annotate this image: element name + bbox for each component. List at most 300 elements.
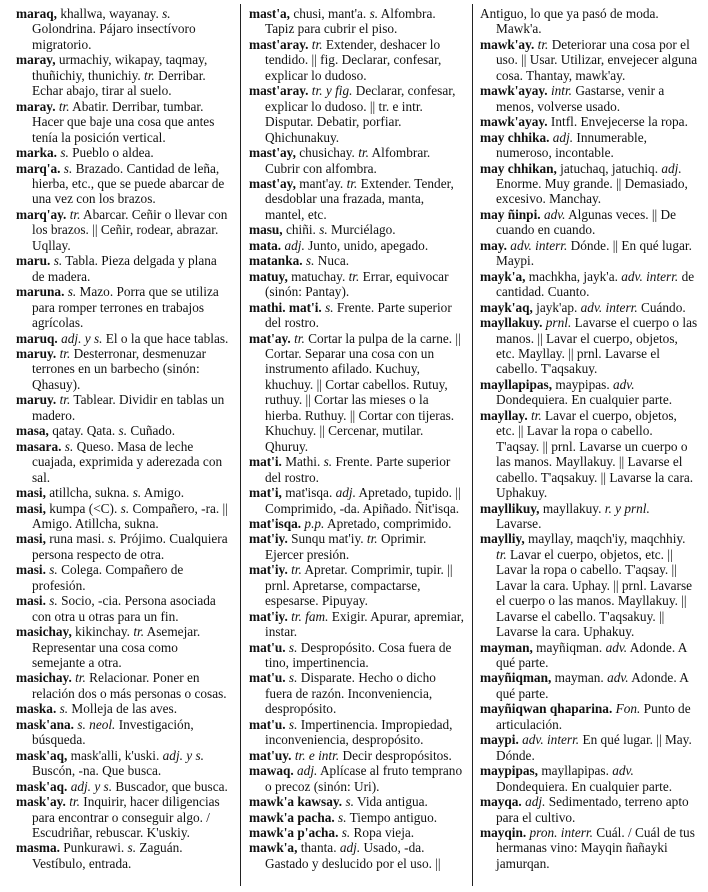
headword: maypi. — [480, 732, 519, 748]
grammar-label: s. — [127, 840, 137, 856]
headword: maruy. — [16, 392, 57, 408]
grammar-label: tr. — [348, 268, 360, 284]
definition: Despropósito. Cosa fuera de tino, impertinencia. — [265, 639, 452, 671]
dictionary-entry — [480, 315, 698, 377]
grammar-label: tr. — [346, 175, 358, 191]
dictionary-entry — [249, 748, 465, 763]
entry-variants: jayk'ap. — [532, 299, 581, 315]
dictionary-entry — [16, 99, 232, 145]
definition: Asemejar. Representar una cosa como semejante a otra. — [32, 624, 201, 671]
entry-variants: mayñiqman. — [532, 639, 606, 655]
dictionary-entry — [16, 423, 232, 438]
grammar-label: adv. interr. — [510, 237, 568, 253]
entry-variants: chiñi. — [282, 222, 320, 238]
dictionary-entry — [249, 300, 465, 331]
definition: Cuñado. — [127, 423, 176, 439]
definition: Cortar la pulpa de la carne. || Cortar. Separar una cosa con un instrumento afilado. Kuchuy, khuchuy. || Cortar cabellos. Rutuy, ruthuy. || Cortar las mieses o la hierba. Ruthuy. || Cortar con tijeras. Khuchuy. || Cercenar, mutilar. Qhuruy. — [265, 330, 461, 454]
definition: Sedimentado, terreno apto para el cultivo. — [496, 794, 689, 825]
dictionary-entry — [249, 840, 465, 871]
dictionary-entry — [480, 300, 698, 315]
headword: marq'ay. — [16, 206, 67, 222]
grammar-label: intr. — [550, 83, 572, 99]
definition: Investigación, búsqueda. — [32, 716, 194, 748]
dictionary-entry — [480, 114, 698, 129]
grammar-label: p.p. — [304, 515, 325, 531]
dictionary-entry — [480, 701, 698, 732]
headword: maru. — [16, 253, 51, 269]
headword: maraq, — [16, 6, 57, 21]
dictionary-entry — [249, 794, 465, 809]
entry-variants: Sunqu mat'iy. — [287, 531, 367, 547]
dictionary-entry — [249, 810, 465, 825]
headword: mayllay. — [480, 407, 528, 423]
entry-variants: qatay. Qata. — [48, 423, 119, 439]
headword: mat'iy. — [249, 562, 288, 578]
headword: may chhikan, — [480, 160, 557, 176]
headword: maylliy, — [480, 531, 525, 547]
definition: Extender, deshacer lo tendido. || fig. Declarar, confesar, explicar lo dudoso. — [265, 36, 442, 83]
grammar-label: s. — [53, 253, 63, 269]
definition: Frente. Parte superior del rostro. — [265, 454, 451, 485]
grammar-label: s. — [64, 438, 74, 454]
definition: Declarar, confesar, explicar lo dudoso. || tr. e intr. Disputar. Debatir, porfiar. Qhichunakuy. — [265, 83, 456, 145]
definition: Queso. Masa de leche cuajada, exprimida y aderezada con sal. — [32, 438, 223, 485]
headword: mast'ay, — [249, 175, 296, 191]
dictionary-entry — [16, 439, 232, 485]
grammar-label: s. — [325, 299, 334, 315]
dictionary-entry — [480, 825, 698, 871]
headword: may. — [480, 237, 507, 253]
definition: Dondequiera. En cualquier parte. — [496, 392, 673, 408]
headword: maruq. — [16, 330, 58, 346]
dictionary-entry — [16, 346, 232, 392]
grammar-label: Fon. — [615, 701, 641, 717]
grammar-label: r. y prnl. — [604, 500, 650, 516]
column-1 — [16, 6, 232, 871]
entry-variants: machkha, jayk'a. — [525, 268, 622, 284]
dictionary-entry — [249, 238, 465, 253]
headword: mathi. mat'i. — [249, 299, 322, 315]
headword: mat'iy. — [249, 531, 288, 547]
dictionary-entry — [480, 377, 698, 408]
definition: Usado, -da. Gastado y deslucido por el uso. || — [265, 840, 441, 871]
column-divider — [472, 4, 473, 886]
definition: Cuál. / Cuál de tus hermanas vino: Mayqin ñañayki jamurqan. — [496, 825, 695, 871]
definition: Lavar el cuerpo, objetos, etc. || Lavar la ropa o cabello. T'aqsay. || Lavar la cara. Uphay. || prnl. Lavarse el cuerpo o las manos. Mayllakuy. || Lavarse el cabello. T'aqsakuy. || Lavarse la cara. Uphakuy. — [496, 546, 693, 640]
definition: Innumerable, numeroso, incontable. — [496, 129, 647, 161]
headword: mata. — [249, 237, 282, 253]
grammar-label: adj. — [297, 763, 318, 779]
grammar-label: tr. — [75, 670, 86, 686]
definition: Antiguo, lo que ya pasó de moda. Mawk'a. — [480, 6, 659, 37]
headword: maypipas, — [480, 763, 539, 779]
definition: Tablear. Dividir en tablas un madero. — [32, 392, 225, 423]
headword: mayman, — [480, 639, 533, 655]
dictionary-entry — [480, 6, 698, 37]
dictionary-entry — [480, 763, 698, 794]
grammar-label: adj. — [335, 485, 356, 501]
headword: mayñiqwan qhaparina. — [480, 701, 613, 717]
entry-variants: maypipas. — [552, 376, 613, 392]
headword: masi, — [16, 500, 46, 516]
dictionary-entry — [249, 176, 465, 222]
definition: Derribar. Echar abajo, tirar al suelo. — [32, 67, 206, 99]
grammar-label: pron. interr. — [529, 825, 593, 841]
dictionary-entry — [16, 6, 232, 52]
dictionary-entry — [16, 748, 232, 779]
headword: mat'uy. — [249, 747, 292, 763]
grammar-label: s. — [60, 145, 69, 161]
headword: mast'ay, — [249, 145, 296, 161]
headword: maray. — [16, 98, 56, 114]
definition: Apretar. Comprimir, tupir. || prnl. Apretarse, compactarse, espesarse. Pipuyay. — [265, 562, 453, 609]
entry-variants: mayllapipas. — [538, 763, 613, 779]
entry-variants: kikinchay. — [71, 624, 134, 640]
headword: maruy. — [16, 345, 57, 361]
dictionary-entry — [249, 670, 465, 716]
definition: Socio, -cia. Persona asociada con otra u otras para un fin. — [32, 593, 216, 624]
definition: Alfombrar. Cubrir con alfombra. — [265, 145, 431, 176]
dictionary-entry — [16, 670, 232, 701]
entry-variants: mayllay, maqch'iy, maqchhiy. — [524, 531, 686, 547]
definition: Apretado, tupido. || Comprimido, -da. Apiñado. Ñit'isqa. — [265, 485, 461, 516]
grammar-label: tr. — [366, 531, 378, 547]
headword: masi. — [16, 562, 46, 578]
definition: Amigo. — [141, 485, 185, 501]
grammar-label: tr. — [133, 624, 145, 640]
dictionary-entry — [16, 531, 232, 562]
headword: mayk'a, — [480, 268, 526, 284]
grammar-label: adv. interr. — [621, 268, 679, 284]
entry-variants: atillcha, sukna. — [45, 485, 133, 501]
definition: Buscador, que busca. — [112, 778, 228, 794]
grammar-label: adv. — [607, 670, 629, 686]
definition: Brazado. Cantidad de leña, hierba, etc., que se puede abarcar de una vez con los brazos. — [32, 160, 225, 207]
column-2 — [249, 6, 465, 871]
dictionary-entry — [480, 161, 698, 207]
grammar-label: tr. — [311, 36, 323, 52]
definition: Deteriorar una cosa por el uso. || Usar. Utilizar, envejecer alguna cosa. Thantay, mawk'ay. — [496, 36, 698, 83]
dictionary-entry — [249, 640, 465, 671]
entry-variants: Intfl. Envejecerse la ropa. — [547, 114, 688, 130]
dictionary-entry — [16, 779, 232, 794]
dictionary-entry — [249, 253, 465, 268]
grammar-label: s. — [369, 6, 379, 21]
dictionary-entry — [16, 624, 232, 670]
dictionary-entry — [249, 825, 465, 840]
grammar-label: adj. — [525, 794, 546, 810]
entry-variants: Punkurawi. — [59, 840, 128, 856]
headword: mat'iy. — [249, 608, 288, 624]
grammar-label: tr. — [496, 546, 507, 562]
entry-variants: jatuchaq, jatuchiq. — [556, 160, 662, 176]
dictionary-entry — [480, 640, 698, 671]
grammar-label: s. — [305, 253, 315, 269]
dictionary-entry — [16, 485, 232, 500]
grammar-label: tr. — [537, 36, 549, 52]
definition: Buscón, -na. Que busca. — [32, 763, 162, 779]
dictionary-entry — [16, 253, 232, 284]
grammar-label: adj. y s. — [70, 778, 113, 794]
entry-variants: mant'ay. — [295, 175, 347, 191]
definition: Aplícase al fruto temprano o precoz (sinón: Uri). — [265, 763, 463, 794]
definition: El o la que hace tablas. — [102, 330, 229, 346]
grammar-label: tr. — [294, 330, 305, 346]
definition: Gastarse, venir a menos, volverse usado. — [496, 83, 665, 114]
definition: Extender. Tender, desdoblar una frazada, manta, mantel, etc. — [265, 175, 454, 222]
definition: Alfombra. Tapiz para cubrir el piso. — [265, 6, 436, 37]
headword: mast'aray. — [249, 83, 309, 99]
grammar-label: tr. — [58, 98, 70, 114]
definition: Colega. Compañero de profesión. — [32, 562, 184, 593]
definition: Lavar el cuerpo, objetos, etc. || Lavar la ropa o cabello. T'aqsay. || prnl. Lavarse un cuerpo o las manos. Mayllakuy. || Lavarse el cabello. T'aqsakuy. || Lavarse la cara. Uphakuy. — [496, 407, 694, 501]
definition: Inquirir, hacer diligencias para encontrar o conseguir algo. / Escudriñar, rebuscar. K'uskiy. — [32, 794, 220, 841]
definition: Nuca. — [314, 253, 350, 269]
headword: masichay, — [16, 624, 72, 640]
headword: mat'u. — [249, 716, 286, 732]
grammar-label: tr. — [59, 392, 71, 408]
definition: Relacionar. Poner en relación dos o más personas o cosas. — [32, 670, 227, 701]
dictionary-entry — [480, 269, 698, 300]
dictionary-entry — [249, 6, 465, 37]
definition: Vida antigua. — [353, 794, 428, 810]
dictionary-entry — [249, 763, 465, 794]
definition: En qué lugar. || May. Dónde. — [496, 732, 692, 763]
headword: mayllikuy, — [480, 500, 540, 516]
definition: Apretado, comprimido. — [324, 515, 452, 531]
dictionary-entry — [249, 83, 465, 145]
grammar-label: s. — [107, 531, 117, 547]
dictionary-entry — [249, 454, 465, 485]
headword: mask'aq, — [16, 747, 68, 763]
dictionary-entry — [480, 83, 698, 114]
grammar-label: adv. interr. — [580, 299, 638, 315]
grammar-label: adj. — [661, 160, 682, 176]
headword: maruna. — [16, 284, 65, 300]
headword: masu, — [249, 222, 283, 238]
definition: Prójimo. Cualquiera persona respecto de otra. — [32, 531, 228, 562]
headword: mawaq. — [249, 763, 294, 779]
grammar-label: adj. y s. — [162, 747, 205, 763]
grammar-label: adj. — [339, 840, 361, 856]
definition: Ropa vieja. — [350, 825, 415, 841]
definition: de cantidad. Cuanto. — [496, 268, 695, 300]
grammar-label: s. — [319, 222, 328, 238]
headword: mayllakuy. — [480, 315, 543, 331]
grammar-label: s. — [118, 423, 128, 439]
grammar-label: tr. — [69, 206, 81, 222]
grammar-label: s. — [323, 454, 333, 470]
grammar-label: s. — [132, 485, 142, 501]
definition: Adonde. A qué parte. — [496, 639, 687, 671]
definition: Compañero, -ra. || Amigo. Atillcha, sukna. — [32, 500, 228, 531]
definition: Mazo. Porra que se utiliza para romper terrones en trabajos agrícolas. — [32, 284, 219, 331]
definition: Abarcar. Ceñir o llevar con los brazos. || Ceñir, rodear, abrazar. Uqllay. — [32, 206, 228, 253]
headword: may chhika. — [480, 129, 550, 145]
dictionary-entry — [249, 516, 465, 531]
dictionary-entry — [480, 238, 698, 269]
headword: masi, — [16, 485, 46, 501]
dictionary-entry — [16, 701, 232, 716]
definition: Algunas veces. || De cuando en cuando. — [496, 206, 677, 238]
headword: mat'i, — [249, 485, 282, 501]
dictionary-entry — [480, 794, 698, 825]
dictionary-entry — [16, 145, 232, 160]
grammar-label: tr. fam. — [291, 608, 329, 624]
headword: mat'isqa. — [249, 515, 302, 531]
grammar-label: s. — [49, 593, 58, 609]
headword: mask'aq. — [16, 778, 68, 794]
grammar-label: tr. y fig. — [311, 83, 353, 99]
dictionary-entry — [16, 593, 232, 624]
headword: mat'u. — [249, 639, 286, 655]
headword: masma. — [16, 840, 60, 856]
dictionary-entry — [16, 794, 232, 840]
headword: masichay. — [16, 670, 72, 686]
headword: mask'ana. — [16, 716, 75, 732]
grammar-label: s. — [49, 562, 58, 578]
headword: mawk'a p'acha. — [249, 825, 339, 841]
headword: mask'ay. — [16, 794, 66, 810]
dictionary-entry — [16, 284, 232, 330]
dictionary-entry — [249, 609, 465, 640]
dictionary-entry — [249, 269, 465, 300]
dictionary-entry — [480, 37, 698, 83]
dictionary-entry — [16, 207, 232, 253]
dictionary-entry — [16, 52, 232, 98]
headword: mayqa. — [480, 794, 522, 810]
entry-variants: mask'alli, k'uski. — [67, 747, 163, 763]
headword: mawk'a, — [249, 840, 298, 856]
entry-variants: chusi, mant'a. — [290, 6, 370, 21]
dictionary-entry — [249, 717, 465, 748]
definition: Murciélago. — [327, 222, 396, 238]
dictionary-entry — [16, 717, 232, 748]
definition: Impertinencia. Impropiedad, inconveniencia, despropósito. — [265, 716, 453, 748]
definition: Tabla. Pieza delgada y plana de madera. — [32, 253, 217, 284]
definition: Molleja de las aves. — [68, 701, 178, 717]
grammar-label: adv. — [612, 763, 634, 779]
entry-variants: mat'isqa. — [281, 485, 336, 501]
grammar-label: s. — [288, 670, 298, 686]
entry-variants: kumpa (<C). — [45, 500, 121, 516]
definition: Dondequiera. En cualquier parte. — [496, 778, 673, 794]
grammar-label: tr. — [69, 794, 80, 810]
headword: mawk'ay. — [480, 36, 535, 52]
entry-variants: Mathi. — [281, 454, 324, 470]
definition: Pueblo o aldea. — [68, 145, 154, 161]
grammar-label: adj. — [552, 129, 574, 145]
grammar-label: s. neol. — [77, 716, 116, 732]
entry-variants: chusichay. — [295, 145, 359, 161]
grammar-label: s. — [162, 6, 171, 21]
dictionary-entry — [249, 145, 465, 176]
headword: may ñinpi. — [480, 206, 541, 222]
definition: Lavarse el cuerpo o las manos. || Lavar el cuerpo, objetos, etc. Mayllay. || prnl. Lavarse el cabello. T'aqsakuy. — [496, 315, 698, 377]
grammar-label: s. — [288, 639, 298, 655]
headword: mast'a, — [249, 6, 290, 21]
grammar-label: adv. interr. — [522, 732, 580, 748]
definition: Enorme. Muy grande. || Demasiado, excesivo. Manchay. — [496, 175, 688, 207]
dictionary-entry — [249, 485, 465, 516]
grammar-label: adj. y s. — [61, 330, 103, 346]
grammar-label: s. — [288, 716, 298, 732]
dictionary-entry — [480, 207, 698, 238]
grammar-label: adv. — [543, 206, 566, 222]
dictionary-entry — [16, 392, 232, 423]
definition: Exigir. Apurar, apremiar, instar. — [265, 608, 464, 640]
definition: Adonde. A qué parte. — [496, 670, 689, 701]
dictionary-entry — [16, 562, 232, 593]
entry-variants: matuchay. — [287, 268, 349, 284]
grammar-label: tr. — [144, 67, 155, 83]
definition: Abatir. Derribar, tumbar. Hacer que baje una cosa que antes tenía la posición vertical. — [32, 98, 215, 145]
headword: mawk'a pacha. — [249, 809, 335, 825]
column-divider — [240, 4, 241, 886]
definition: Cuándo. — [637, 299, 686, 315]
grammar-label: tr. — [358, 145, 369, 161]
definition: Errar, equivocar (sinón: Pantay). — [265, 268, 449, 300]
headword: mayñiqman, — [480, 670, 552, 686]
grammar-label: adv. — [605, 639, 628, 655]
headword: marq'a. — [16, 160, 61, 176]
dictionary-entry — [480, 670, 698, 701]
column-3 — [480, 6, 698, 871]
definition: Punto de articulación. — [496, 701, 691, 732]
definition: Frente. Parte superior del rostro. — [265, 299, 452, 331]
definition: Dónde. || En qué lugar. Maypi. — [496, 237, 692, 269]
definition: Tiempo antiguo. — [346, 809, 438, 825]
headword: mayqin. — [480, 825, 527, 841]
dictionary-entry — [249, 562, 465, 608]
headword: maska. — [16, 701, 57, 717]
headword: mat'ay. — [249, 330, 291, 346]
grammar-label: s. — [63, 160, 73, 176]
headword: maray, — [16, 52, 56, 68]
grammar-label: s. — [59, 701, 69, 717]
grammar-label: prnl. — [545, 315, 572, 331]
dictionary-entry — [16, 161, 232, 207]
entry-variants: mayman. — [551, 670, 608, 686]
definition: Zaguán. Vestíbulo, entrada. — [32, 840, 183, 871]
headword: masa, — [16, 423, 49, 439]
dictionary-entry — [480, 130, 698, 161]
grammar-label: tr. — [59, 345, 71, 361]
dictionary-entry — [480, 501, 698, 532]
grammar-label: tr. — [291, 562, 302, 578]
entry-variants: runa masi. — [45, 531, 108, 547]
definition: Desterronar, desmenuzar terrones en un barbecho (sinón: Qhasuy). — [32, 345, 207, 392]
dictionary-entry — [16, 331, 232, 346]
definition: Golondrina. Pájaro insectívoro migratorio. — [32, 21, 196, 52]
definition: Junto, unido, apegado. — [304, 237, 429, 253]
headword: mawk'ayay. — [480, 114, 548, 130]
entry-variants: thanta. — [297, 840, 340, 856]
headword: mayllapipas, — [480, 376, 553, 392]
headword: mawk'ayay. — [480, 83, 548, 99]
dictionary-entry — [249, 331, 465, 455]
headword: masi, — [16, 531, 46, 547]
headword: mayk'aq, — [480, 299, 533, 315]
entry-variants: mayllakuy. — [539, 500, 605, 516]
grammar-label: s. — [345, 794, 354, 810]
grammar-label: tr. — [530, 407, 542, 423]
grammar-label: s. — [338, 809, 347, 825]
grammar-label: adv. — [612, 376, 635, 392]
dictionary-entry — [16, 840, 232, 871]
dictionary-entry — [16, 501, 232, 532]
dictionary-entry — [249, 531, 465, 562]
